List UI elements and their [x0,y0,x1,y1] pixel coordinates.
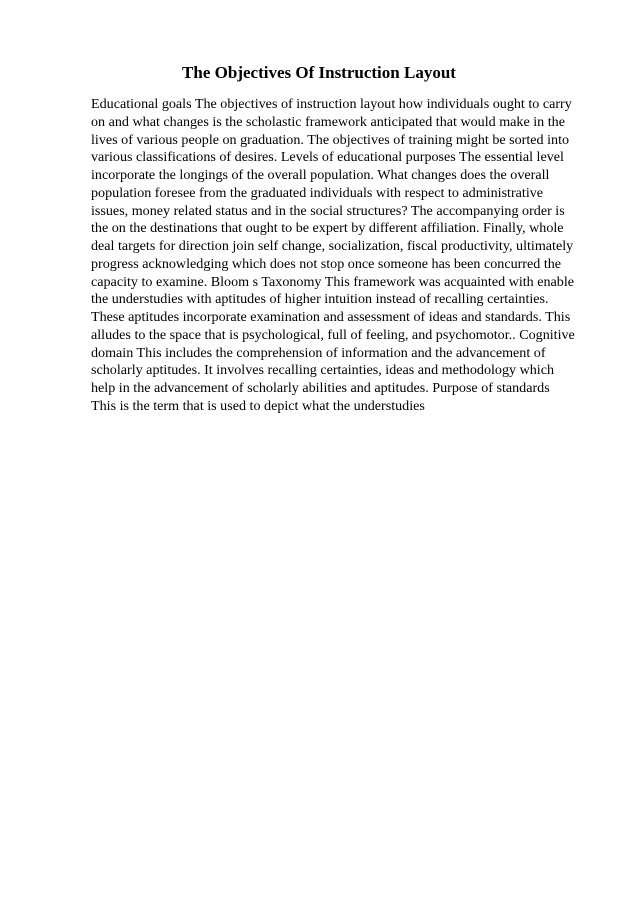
body-line: deal targets for direction join self change, socialization, fiscal productivity, ultimately [91,238,574,254]
body-line: on and what changes is the scholastic framework anticipated that would make in the [91,113,565,130]
body-line: progress acknowledging which does not stop once someone has been concurred the [91,255,562,272]
document-body [91,96,596,416]
body-line: various classifications of desires. Levels of educational purposes The essential level [91,149,564,166]
body-line: the understudies with aptitudes of higher intuition instead of recalling certainties. [91,291,549,308]
body-line: help in the advancement of scholarly abilities and aptitudes. Purpose of standards [91,380,550,396]
body-line: alludes to the space that is psychological, full of feeling, and psychomotor.. Cognitive [91,326,575,343]
body-line: Educational goals The objectives of instruction layout how individuals ought to carry [91,96,572,112]
body-line: issues, money related status and in the social structures? The accompanying order is [91,202,565,219]
body-line: These aptitudes incorporate examination and assessment of ideas and standards. This [91,309,571,325]
body-line: population foresee from the graduated individuals with respect to administrative [91,184,544,201]
body-line: lives of various people on graduation. The objectives of training might be sorted into [91,131,570,148]
document-title: The Objectives Of Instruction Layout [182,63,456,82]
body-line: This is the term that is used to depict what the understudies [91,397,425,414]
body-line: incorporate the longings of the overall population. What changes does the overall [91,167,550,183]
body-line: scholarly aptitudes. It involves recalling certainties, ideas and methodology which [91,362,555,379]
body-line: the on the destinations that ought to be expert by different affiliation. Finally, whole [91,220,564,237]
body-line: domain This includes the comprehension of information and the advancement of [91,344,546,361]
body-line: capacity to examine. Bloom s Taxonomy This framework was acquainted with enable [91,273,575,290]
